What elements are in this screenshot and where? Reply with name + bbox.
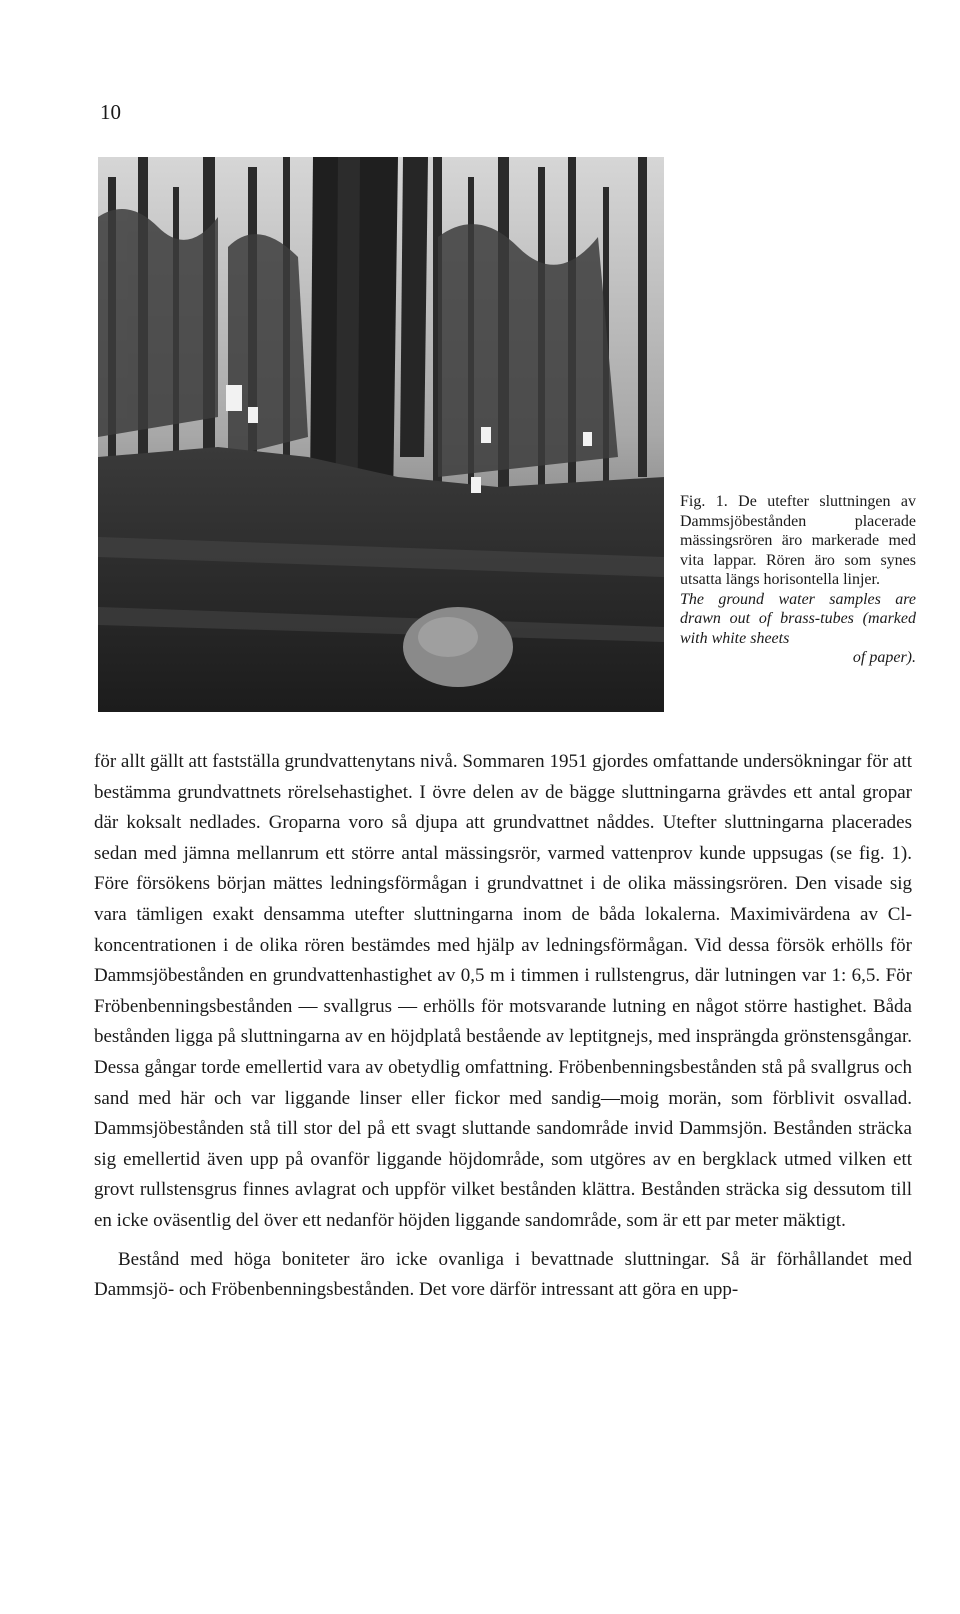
paragraph-1: för allt gällt att fastställa grundvattenytans nivå. Sommaren 1951 gjordes omfattande undersökningar för att bestämma grundvattnets rörelsehastighet. I övre delen av de bägge sluttningarna grävdes ett antal gropar där koksalt nedlades. Groparna voro så djupa att grundvattnet nåddes. Utefter sluttningarna placerades sedan med jämna mellanrum ett större antal mässingsrör, varmed vattenprov kunde uppsugas (se fig. 1). Före försökens början mättes ledningsförmågan i grundvattnet i de olika mässingsrören. Den visade sig vara tämligen exakt densamma utefter sluttningarna inom de båda lokalerna. Maximivärdena av Cl-koncentrationen i de olika rören bestämdes med hjälp av ledningsförmågan. Vid dessa försök erhölls för Dammsjöbestånden en grundvattenhastighet av 0,5 m i timmen i rullstengrus, där lutningen var 1: 6,5. För Fröbenbenningsbestånden — svallgrus — erhölls för motsvarande lutning en något större hastighet. Båda bestånden ligga på sluttningarna av en höjdplatå bestående av leptitgnejs, med insprängda grönstensgångar. Dessa gångar torde emellertid vara av obetydlig omfattning. Fröbenbenningsbestånden stå på svallgrus och sand med här och var liggande linser eller fickor med sandig—moig morän, som förblivit osvallad. Dammsjöbestånden stå till stor del på ett svagt sluttande sandområde invid Dammsjön. Bestånden sträcka sig emellertid även upp på ovanför liggande höjdområde, som utgöres av en bergklack utmed vilken ett grovt rullstensgrus finnes avlagrat och uppför vilket bestånden klättra. Bestånden sträcka sig dessutom till en icke oväsentlig del över ett nedanför höjden liggande sandområde, som är ett par meter mäktigt. (94, 751, 912, 1231)
caption-english: The ground water samples are drawn out of brass-tubes (marked with white sheets (680, 590, 916, 647)
forest-photo (98, 157, 664, 712)
page-number: 10 (100, 100, 121, 124)
caption-english-end: of paper). (852, 649, 916, 666)
paragraph-2: Bestånd med höga boniteter äro icke ovanliga i bevattnade sluttningar. Så är förhållandet med Dammsjö- och Fröbenbenningsbestånden. Det vore därför intressant att göra en upp- (94, 1248, 912, 1301)
body-text (94, 747, 912, 1306)
figure-caption (680, 492, 916, 668)
caption-swedish: Fig. 1. De utefter sluttningen av Dammsjöbestånden placerade mässingsrören äro markerade med vita lappar. Rören äro som synes utsatta längs horisontella linjer. (680, 493, 916, 588)
